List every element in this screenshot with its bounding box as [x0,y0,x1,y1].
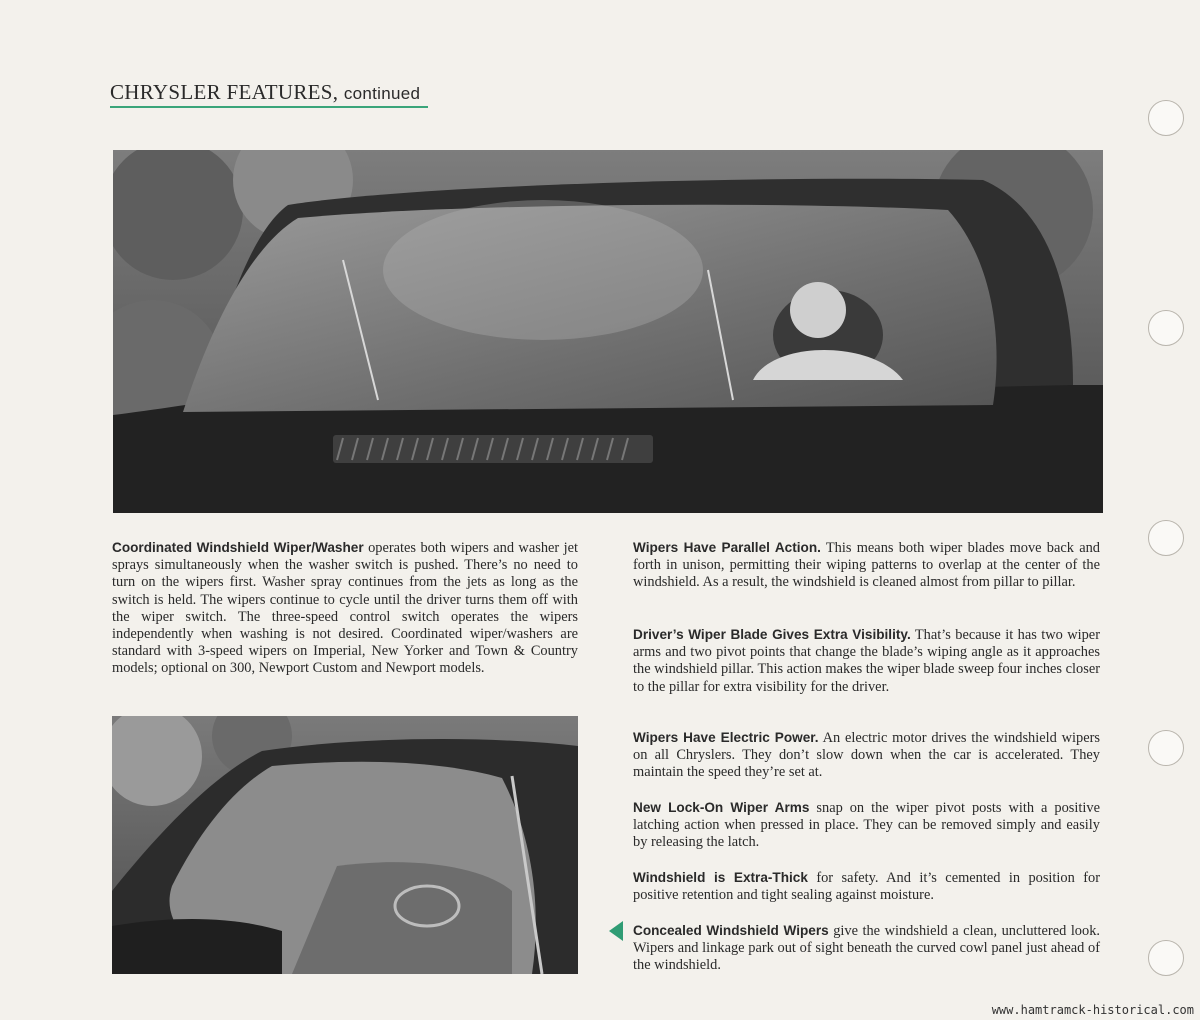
electric-power-heading: Wipers Have Electric Power. [633,730,819,745]
lock-on-arms-heading: New Lock-On Wiper Arms [633,800,810,815]
header-underline [110,106,428,108]
wiper-washer-body: operates both wipers and washer jet sprays simultaneously when the washer switch is pushed. There’s no need to turn on the wipers first. Washer spray continues from the jets as long as the switch is held. The wipers continue to cycle until the driver turns them off with the wiper switch. The three-speed control switch operates the wipers independently when washing is not desired. Coordinated wiper/washers are standard with 3-speed wipers on Imperial, New Yorker and Town & Country models; optional on 300, Newport Custom and Newport models. [112,540,578,677]
binder-hole-icon [1148,940,1184,976]
concealed-wipers-paragraph [633,922,1100,975]
extra-thick-body: for safety. And it’s cemented in position for positive retention and tight sealing against moisture. [633,870,1100,904]
parallel-action-body: This means both wiper blades move back and forth in unison, permitting their wiping patterns to overlap at the center of the windshield. As a result, the windshield is cleaned almost from pillar to pillar. [633,540,1100,591]
binder-hole-icon [1148,730,1184,766]
parallel-action-paragraph [633,539,1100,592]
extra-thick-paragraph [633,869,1100,904]
windshield-photo [113,150,1103,513]
extra-visibility-body: That’s because it has two wiper arms and two pivot points that change the blade’s wiping angle as it approaches the windshield pillar. This action makes the wiper blade sweep four inches closer to the pillar for extra visibility for the driver. [633,627,1100,695]
binder-hole-icon [1148,520,1184,556]
page-header [110,80,420,105]
wiper-washer-paragraph [112,539,578,678]
binder-hole-icon [1148,310,1184,346]
triangle-marker-icon [609,921,623,941]
extra-visibility-paragraph [633,626,1100,696]
car-windshield-photo [112,716,578,974]
extra-visibility-heading: Driver’s Wiper Blade Gives Extra Visibility. [633,627,911,642]
parallel-action-heading: Wipers Have Parallel Action. [633,540,821,555]
electric-power-body: An electric motor drives the windshield wipers on all Chryslers. They don’t slow down when the car is accelerated. They maintain the speed they’re set at. [633,730,1100,781]
lock-on-arms-paragraph [633,799,1100,852]
lock-on-arms-body: snap on the wiper pivot posts with a positive latching action when pressed in place. They can be removed simply and easily by releasing the latch. [633,800,1100,851]
concealed-wipers-heading: Concealed Windshield Wipers [633,923,829,938]
page-title-continued: continued [343,84,421,103]
site-watermark: www.hamtramck-historical.com [991,1003,1194,1017]
extra-thick-heading: Windshield is Extra-Thick [633,870,808,885]
wiper-washer-heading: Coordinated Windshield Wiper/Washer [112,540,364,555]
electric-power-paragraph [633,729,1100,782]
binder-hole-icon [1148,100,1184,136]
page-title: CHRYSLER FEATURES, continued [110,80,421,104]
concealed-wipers-body: give the windshield a clean, uncluttered look. Wipers and linkage park out of sight beneath the curved cowl panel just ahead of the windshield. [633,923,1100,974]
